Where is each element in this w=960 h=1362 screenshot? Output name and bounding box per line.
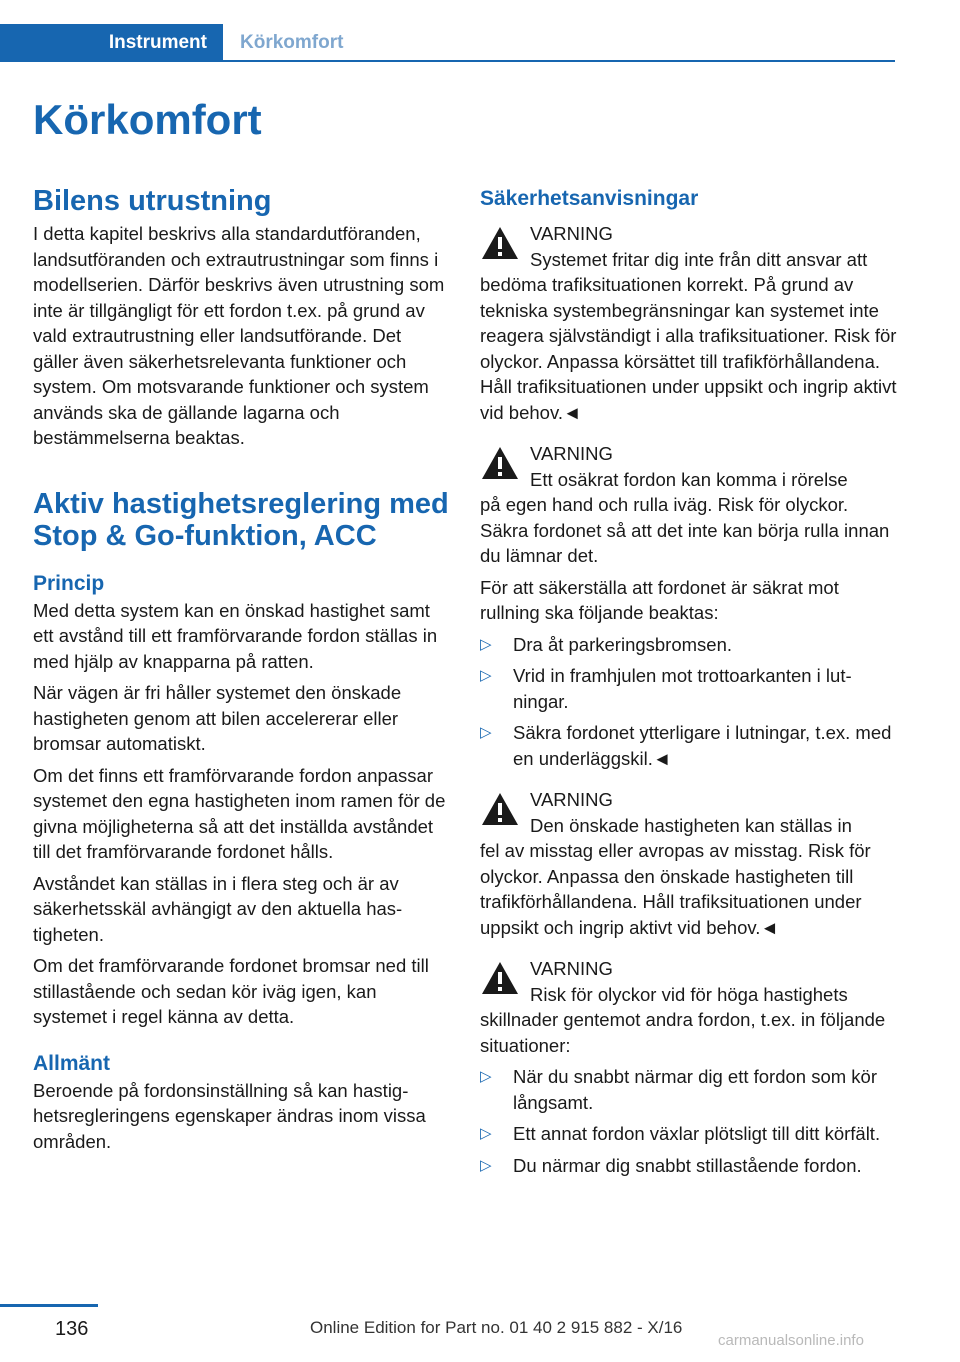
chapter-tabs [0,24,895,62]
warning-block-3 [480,787,898,940]
warning-title: VARNING [530,958,613,979]
footer-edition: Online Edition for Part no. 01 40 2 915 882 - X/16 [310,1318,683,1337]
warning-text-first: Ett osäkrat fordon kan komma i rörelse [530,468,848,490]
paragraph-bilens: I detta kapitel beskrivs alla standardutföranden, landsutföranden och extrautrustningar som finns i modellserien. Därför beskrivs även utrustning som inte är tillgängligt för ett fordon t.ex. på grund av vald extrautrustning eller landsutförande. Det gäller även säkerhetsrelevanta funktioner och system. Om motsvarande funktioner och system används ska de gällande lagarna och bestämmelserna beaktas. [33,223,445,448]
warning-title: VARNING [530,223,613,244]
bullet-icon: ▷ [480,724,492,741]
bullet-icon: ▷ [480,667,492,684]
left-column [33,185,451,1154]
list-item: ▷ Ett annat fordon växlar plötsligt till ditt körfält. [480,1121,898,1147]
paragraph-allmant: Beroende på fordonsinställning så kan hastighetsregleringens egenskaper ändras inom vissa områden. [33,1079,426,1152]
page-number-bar [0,1304,98,1307]
bullet-icon: ▷ [480,1068,492,1085]
paragraph-princip-2: När vägen är fri håller systemet den önskade hastigheten genom att bilen accelererar eller bromsar automatiskt. [33,682,402,754]
list-item: ▷ Säkra fordonet ytterligare i lutningar, t.ex. med en underläggskil.◄ [480,722,892,769]
bullet-icon: ▷ [480,635,492,653]
warning-text-first: Risk för olyckor vid för höga hastighets [530,983,848,1005]
tab-korkomfort[interactable]: Körkomfort [240,32,344,53]
page-number: 136 [55,1318,89,1340]
warning-icon [480,445,520,481]
warning-title: VARNING [530,443,613,464]
bullet-icon: ▷ [480,1156,492,1174]
list-item: ▷ Dra åt parkeringsbromsen. [480,632,898,658]
paragraph-princip-1: Med detta system kan en önskad hastighet samt ett avstånd till ett framförvarande fordon ställas in med hjälp av knapparna på ratten. [33,599,438,672]
warning-block-1 [480,221,898,425]
heading-acc: Aktiv hastighetsreglering med Stop & Go-funktion, ACC [33,487,449,552]
heading-princip: Princip [33,571,105,595]
page-title: Körkomfort [33,96,262,143]
list-parking [480,632,898,772]
list-situations [480,1064,898,1178]
warning-text-rest: på egen hand och rulla iväg. Risk för olyckor. Säkra fordonet så att det inte kan börja rulla innan du lämnar det. [480,494,890,566]
warning-text-rest: skillnader gentemot andra fordon, t.ex. in följande situationer: [480,1009,886,1056]
tab-instrument[interactable]: Instrument [0,24,223,62]
heading-bilens-utrustning: Bilens utrustning [33,185,272,217]
paragraph-princip-3: Om det finns ett framförvarande fordon anpassar systemet den egna hastigheten inom ramen för de givna möjligheterna så att det inställda avståndet till det framförvarande fordonet hålls. [33,764,446,862]
warning-icon [480,791,520,827]
warning-block-2 [480,441,898,569]
warning-text-rest: bedöma trafiksituationen korrekt. På grund av tekniska systembegränsningar kan systemet inte reagera självständigt i alla trafiksituationer. Risk för olyckor. Anpassa körsättet till trafikförhållandena. Håll trafiksituationen under uppsikt och ingrip aktivt vid behov.◄ [480,274,897,423]
heading-allmant: Allmänt [33,1051,111,1075]
heading-sakerhetsanvisningar: Säkerhetsanvisningar [480,187,699,210]
warning-text-first: Systemet fritar dig inte från ditt ansvar att [530,248,868,270]
warning-icon [480,225,520,261]
right-column [480,185,898,1184]
warning-text-rest: fel av misstag eller avropas av misstag. Risk för olyckor. Anpassa den önskade hastigheten till trafikförhållandena. Håll trafiksituationen under uppsikt och ingrip aktivt vid behov.◄ [480,840,871,938]
list-item: ▷ Du närmar dig snabbt stillastående fordon. [480,1153,898,1179]
warning-block-4 [480,956,898,1058]
paragraph-princip-5: Om det framförvarande fordonet bromsar ned till stillastående och sedan kör iväg igen, kan systemet i regel känna av detta. [33,955,429,1027]
tab-underline [223,60,895,62]
warning-title: VARNING [530,789,613,810]
watermark: carmanualsonline.info [718,1332,864,1349]
paragraph-for-att: För att säkerställa att fordonet är säkrat mot rullning ska följande beaktas: [480,576,839,623]
warning-icon [480,960,520,996]
list-item: ▷ Vrid in framhjulen mot trottoarkanten i lutningar. [480,665,852,712]
bullet-icon: ▷ [480,1125,492,1142]
warning-text-first: Den önskade hastigheten kan ställas in [530,814,852,836]
list-item: ▷ När du snabbt närmar dig ett fordon som kör långsamt. [480,1066,878,1113]
paragraph-princip-4: Avståndet kan ställas in i flera steg och är av säkerhetsskäl avhängigt av den aktuella hastigheten. [33,872,403,945]
